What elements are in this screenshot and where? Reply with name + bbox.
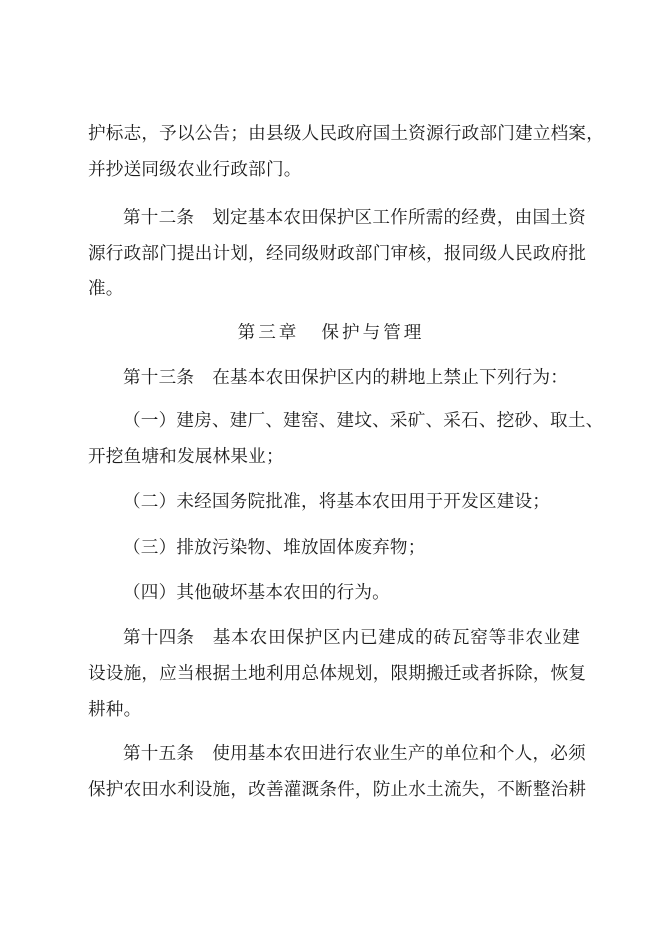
list-item-3: （三）排放污染物、堆放固体废弃物； xyxy=(123,538,426,558)
paragraph-line: 保护农田水利设施，改善灌溉条件，防止水土流失，不断整治耕 xyxy=(88,780,587,800)
article-15-first-line xyxy=(123,742,586,766)
article-12-first-line xyxy=(123,206,586,230)
article-number: 第十二条 xyxy=(123,208,195,228)
list-item-1-first-line: （一）建房、建厂、建窑、建坟、采矿、采石、挖砂、取土、 xyxy=(123,411,604,431)
paragraph-line: 开挖鱼塘和发展林果业； xyxy=(88,447,284,467)
paragraph-line: 源行政部门提出计划，经同级财政部门审核，报同级人民政府批 xyxy=(88,244,587,264)
article-13-line xyxy=(123,366,580,390)
article-number: 第十三条 xyxy=(123,368,195,388)
paragraph-line: 并抄送同级农业行政部门。 xyxy=(88,160,302,180)
article-text: 在基本农田保护区内的耕地上禁止下列行为： xyxy=(212,368,569,388)
paragraph-line: 设设施，应当根据土地利用总体规划，限期搬迁或者拆除，恢复 xyxy=(88,664,587,684)
article-number: 第十五条 xyxy=(123,744,195,764)
article-text: 使用基本农田进行农业生产的单位和个人，必须 xyxy=(212,744,586,764)
chapter-heading xyxy=(0,321,662,345)
paragraph-line: 准。 xyxy=(88,279,124,299)
paragraph-line: 护标志，予以公告；由县级人民政府国土资源行政部门建立档案， xyxy=(88,124,605,144)
list-item-2: （二）未经国务院批准，将基本农田用于开发区建设； xyxy=(123,492,551,512)
paragraph-line: 耕种。 xyxy=(88,700,142,720)
chapter-title: 保护与管理 xyxy=(321,323,425,343)
article-text: 划定基本农田保护区工作所需的经费，由国土资 xyxy=(212,208,586,228)
article-number: 第十四条 xyxy=(123,628,195,648)
article-14-first-line xyxy=(123,626,580,650)
list-item-4: （四）其他破坏基本农田的行为。 xyxy=(123,583,390,603)
chapter-label: 第三章 xyxy=(237,323,300,343)
article-text: 基本农田保护区内已建成的砖瓦窑等非农业建 xyxy=(212,628,580,648)
